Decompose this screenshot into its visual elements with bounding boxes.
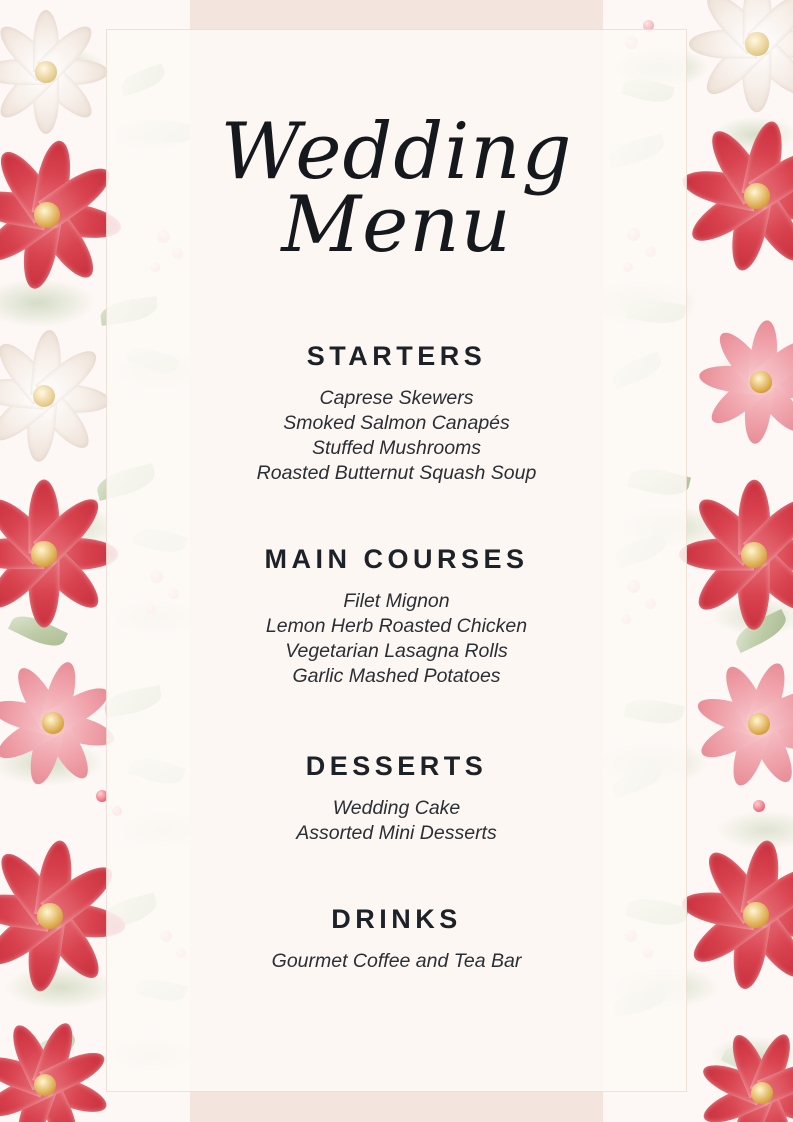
list-item: Wedding Cake [332,796,461,819]
red-berry-icon [753,800,765,812]
menu-item-list [107,949,686,974]
list-item: Filet Mignon [343,589,450,612]
list-item: Lemon Herb Roasted Chicken [265,614,528,637]
menu-section-desserts [107,751,686,846]
section-heading: STARTERS [306,340,487,371]
list-item: Gourmet Coffee and Tea Bar [271,949,522,972]
menu-section-drinks [107,904,686,974]
menu-section-main-courses [107,544,686,689]
menu-content [107,30,686,974]
section-heading: DRINKS [331,903,462,934]
list-item: Caprese Skewers [319,386,474,409]
page-title [107,30,686,271]
title-line-1: Wedding [220,107,573,197]
menu-item-list [107,589,686,689]
list-item: Roasted Butternut Squash Soup [256,461,537,484]
list-item: Garlic Mashed Potatoes [292,664,501,687]
list-item: Assorted Mini Desserts [296,821,497,844]
section-heading: MAIN COURSES [264,543,529,574]
list-item: Vegetarian Lasagna Rolls [285,639,508,662]
title-line-2: Menu [281,180,512,271]
menu-item-list [107,796,686,846]
menu-item-list [107,386,686,486]
list-item: Stuffed Mushrooms [311,436,482,459]
list-item: Smoked Salmon Canapés [283,411,510,434]
section-heading: DESSERTS [305,750,488,781]
menu-section-starters [107,341,686,486]
